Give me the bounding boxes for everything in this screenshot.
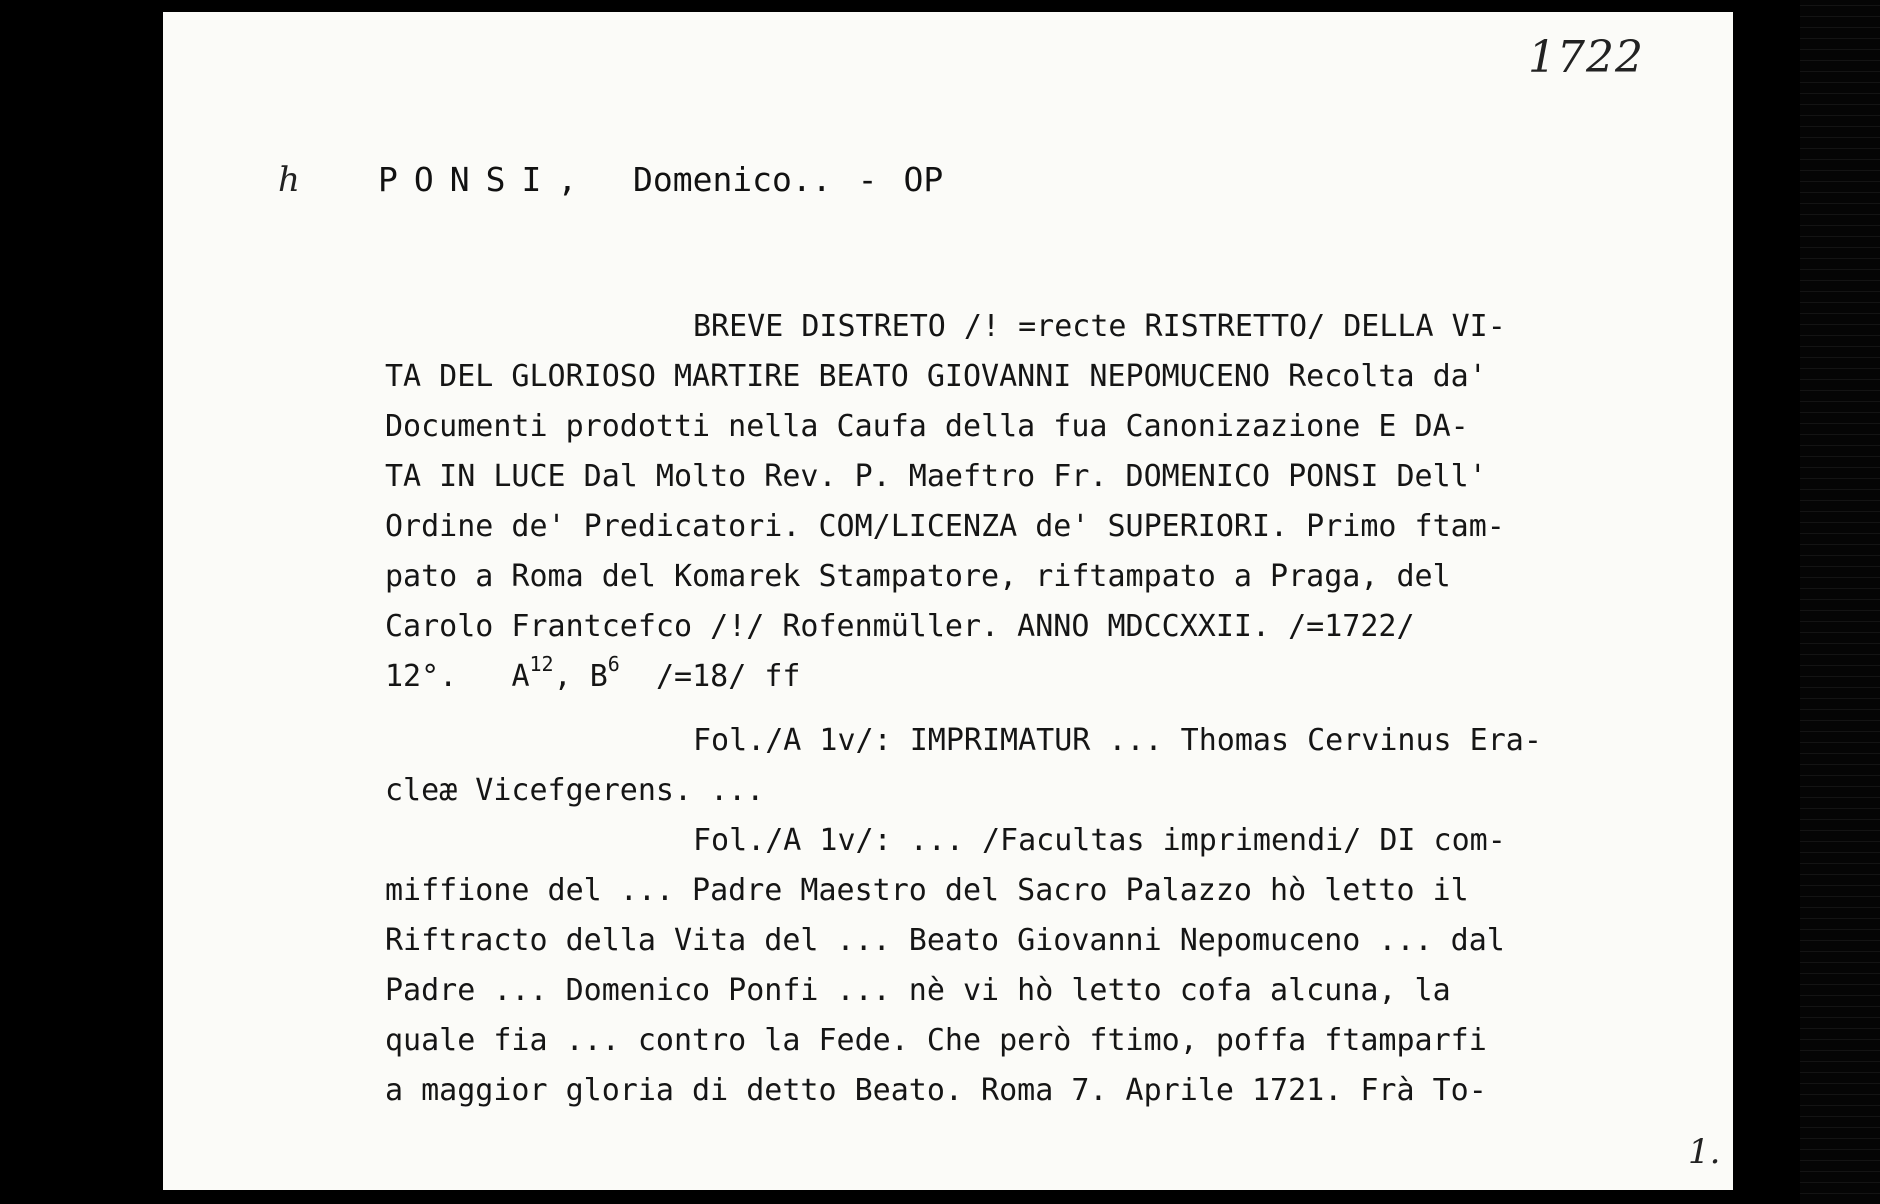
handwritten-page-number: 1. <box>1688 1132 1721 1172</box>
heading-dash: - <box>857 160 878 199</box>
author-heading <box>378 160 943 199</box>
facultas-line: Padre ... Domenico Ponfi ... nè vi hò letto cofa alcuna, la <box>385 973 1451 1008</box>
heading-ellipsis: .. <box>791 160 832 199</box>
imprint-line: Carolo Frantcefco /!/ Rofenmüller. ANNO MDCCXXII. /=1722/ <box>385 609 1415 644</box>
facultas-line: quale fia ... contro la Fede. Che però ftimo, poffa ftamparfi <box>385 1023 1487 1058</box>
handwritten-number: 1722 <box>1528 32 1644 83</box>
title-line: TA DEL GLORIOSO MARTIRE BEATO GIOVANNI NEPOMUCENO Recolta da' <box>385 359 1487 394</box>
imprint-line: pato a Roma del Komarek Stampatore, riftampato a Praga, del <box>385 559 1451 594</box>
imprimatur-line: cleæ Vicefgerens. ... <box>385 773 765 808</box>
card-body <box>385 302 1675 1116</box>
religious-order: OP <box>903 160 944 199</box>
signature-b: B <box>589 659 608 694</box>
signature-a: A <box>511 659 530 694</box>
facultas-line: Fol./A 1v/: ... /Facultas imprimendi/ DI com- <box>693 823 1506 858</box>
handwritten-mark: h <box>278 160 300 200</box>
imprimatur-line: Fol./A 1v/: IMPRIMATUR ... Thomas Cervinus Era- <box>693 723 1542 758</box>
collation-line <box>385 652 1675 702</box>
scan-edge-strip <box>1800 0 1880 1204</box>
facultas-line: a maggior gloria di detto Beato. Roma 7. Aprile 1721. Frà To- <box>385 1073 1487 1108</box>
signature-separator: , <box>553 659 572 694</box>
title-line: Documenti prodotti nella Caufa della fua Canonizazione E DA- <box>385 409 1469 444</box>
title-line: Ordine de' Predicatori. COM/LICENZA de' SUPERIORI. Primo ftam- <box>385 509 1505 544</box>
leaf-count: /=18/ ff <box>655 659 801 694</box>
author-given-name: Domenico <box>632 160 792 199</box>
signature-b-count: 6 <box>607 652 620 676</box>
facultas-line: Riftracto della Vita del ... Beato Giovanni Nepomuceno ... dal <box>385 923 1505 958</box>
signature-a-count: 12 <box>529 652 554 676</box>
author-surname: PONSI, <box>378 160 594 199</box>
title-line: BREVE DISTRETO /! =recte RISTRETTO/ DELLA VI- <box>693 309 1506 344</box>
title-line: TA IN LUCE Dal Molto Rev. P. Maeftro Fr. DOMENICO PONSI Dell' <box>385 459 1487 494</box>
collation-format: 12°. <box>385 659 458 694</box>
facultas-line: miffione del ... Padre Maestro del Sacro Palazzo hò letto il <box>385 873 1469 908</box>
